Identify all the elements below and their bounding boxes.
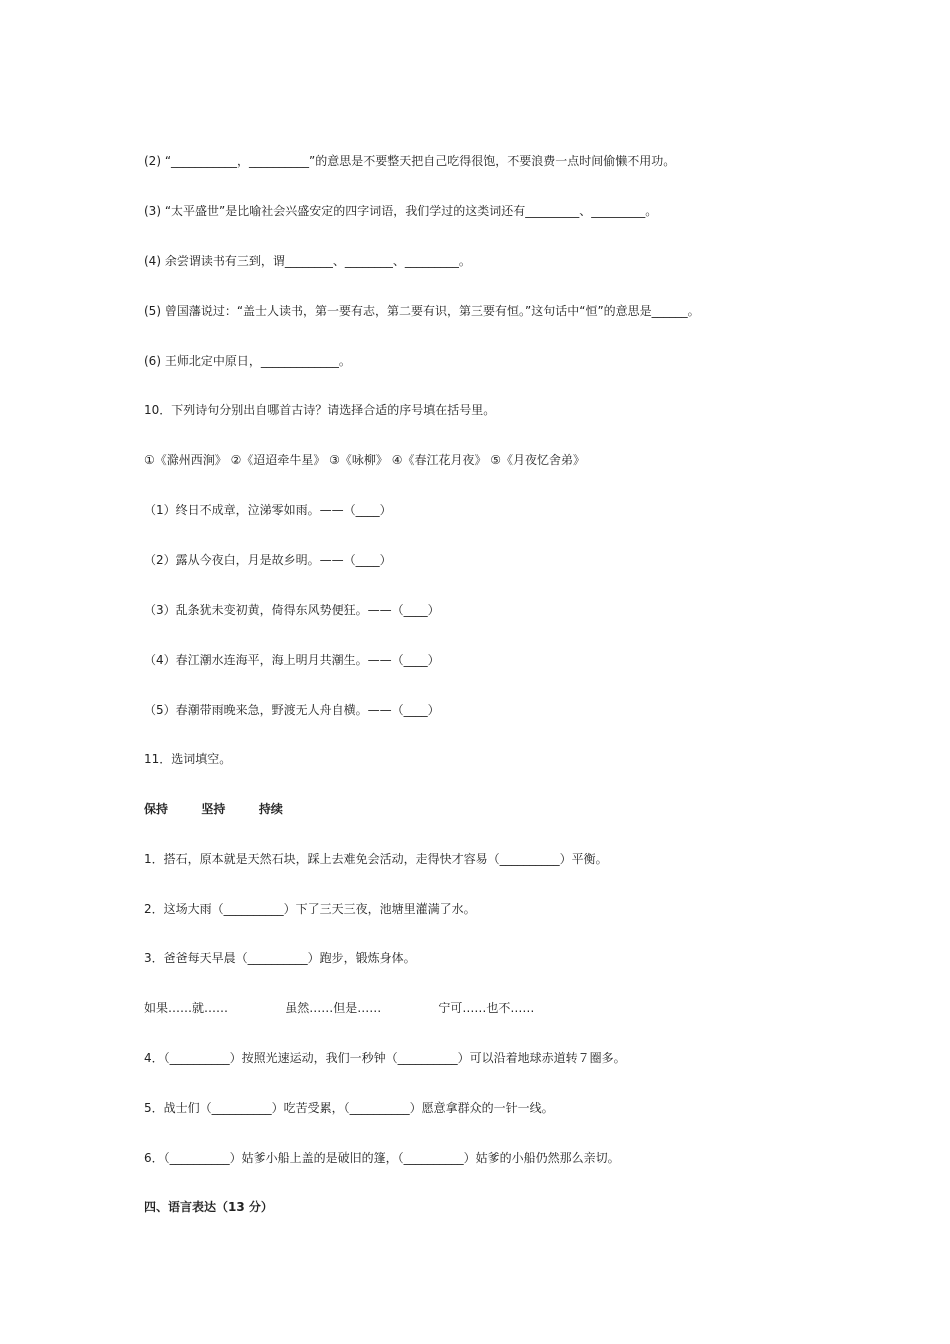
question-10-2: （2）露从今夜白，月是故乡明。——（____） <box>144 553 392 567</box>
question-10-options: ①《滁州西涧》 ②《迢迢牵牛星》 ③《咏柳》 ④《春江花月夜》 ⑤《月夜忆舍弟》 <box>144 453 586 467</box>
question-10-4: （4）春江潮水连海平，海上明月共潮生。——（____） <box>144 653 440 667</box>
question-10-title: 10．下列诗句分别出自哪首古诗？请选择合适的序号填在括号里。 <box>144 403 496 417</box>
question-11-title: 11．选词填空。 <box>144 752 232 766</box>
question-11-2: 2．这场大雨（__________）下了三天三夜，池塘里灌满了水。 <box>144 902 476 916</box>
question-11-5: 5．战士们（__________）吃苦受累，（__________）愿意拿群众的一针一线。 <box>144 1101 554 1115</box>
question-11-1: 1．搭石，原本就是天然石块，踩上去难免会活动，走得快才容易（__________）平衡。 <box>144 852 608 866</box>
question-11-word-choices: 保持 坚持 持续 <box>144 802 283 816</box>
question-9-2: (2) “___________，__________”的意思是不要整天把自己吃得很饱，不要浪费一点时间偷懒不用功。 <box>144 154 676 168</box>
question-11-3: 3．爸爸每天早晨（__________）跑步，锻炼身体。 <box>144 951 416 965</box>
question-11-conjunction-choices: 如果……就…… 虽然……但是…… 宁可……也不…… <box>144 1001 535 1015</box>
section-4-heading: 四、语言表达（13 分） <box>144 1200 273 1214</box>
question-10-5: （5）春潮带雨晚来急，野渡无人舟自横。——（____） <box>144 703 440 717</box>
question-9-6: (6) 王师北定中原日，_____________。 <box>144 354 351 368</box>
question-10-3: （3）乱条犹未变初黄，倚得东风势便狂。——（____） <box>144 603 440 617</box>
question-11-4: 4．（__________）按照光速运动，我们一秒钟（__________）可以沿着地球赤道转７圈多。 <box>144 1051 626 1065</box>
question-11-6: 6．（__________）姑爹小船上盖的是破旧的篷，（__________）姑爹的小船仍然那么亲切。 <box>144 1151 620 1165</box>
question-9-4: (4) 余尝谓读书有三到，谓________、________、_________。 <box>144 254 471 268</box>
question-9-3: (3) “太平盛世”是比喻社会兴盛安定的四字词语，我们学过的这类词还有_________、_________。 <box>144 204 658 218</box>
question-10-1: （1）终日不成章，泣涕零如雨。——（____） <box>144 503 392 517</box>
question-9-5: (5) 曾国藩说过：“盖士人读书，第一要有志，第二要有识，第三要有恒。”这句话中“恒”的意思是______。 <box>144 304 700 318</box>
